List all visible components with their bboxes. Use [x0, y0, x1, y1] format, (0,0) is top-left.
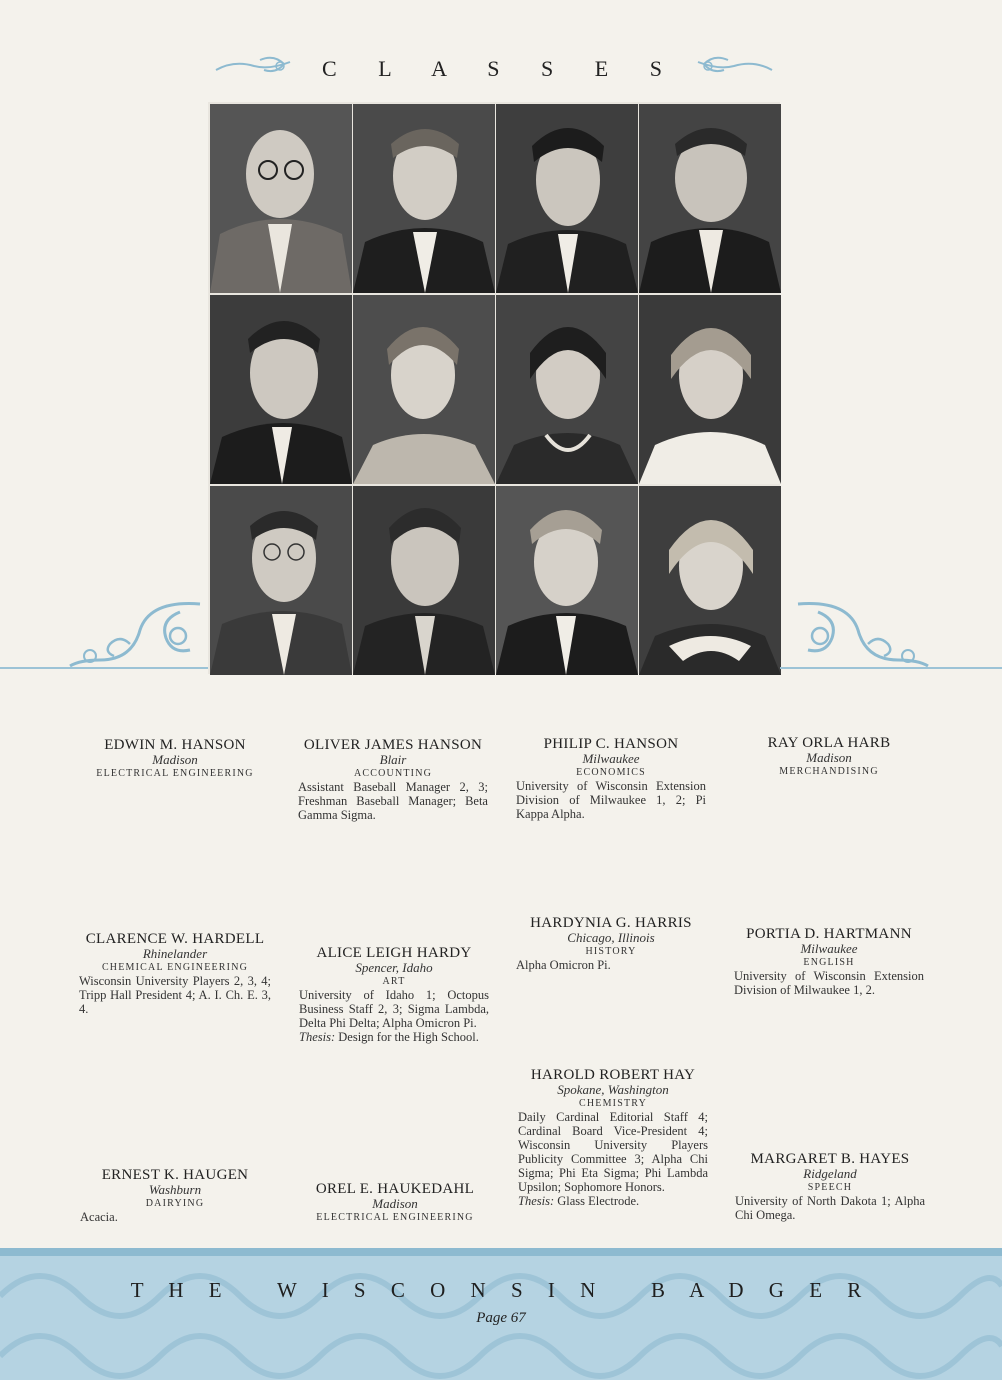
- student-entry: [734, 735, 924, 778]
- scroll-ornament-left-icon: [60, 600, 202, 675]
- student-entry: [299, 945, 489, 1044]
- student-hometown: Chicago, Illinois: [567, 930, 655, 945]
- student-name: PORTIA D. HARTMANN: [746, 926, 912, 942]
- scroll-ornament-right-icon: [796, 600, 938, 675]
- student-entry: [80, 737, 270, 780]
- portrait-photo: [639, 486, 781, 675]
- portrait-photo: [353, 486, 495, 675]
- student-name: OLIVER JAMES HANSON: [303, 737, 483, 753]
- portrait-photo: [210, 104, 352, 293]
- student-entry: [735, 1151, 925, 1222]
- student-name: PHILIP C. HANSON: [543, 736, 679, 752]
- portrait-photo: [210, 486, 352, 675]
- page-title: C L A S S E S: [322, 56, 680, 81]
- student-activities: Alpha Omicron Pi.: [516, 958, 611, 972]
- header-ornament-right-icon: [696, 56, 774, 81]
- student-activities: Acacia.: [80, 1210, 118, 1224]
- student-hometown: Madison: [806, 750, 852, 765]
- student-hometown: Madison: [372, 1196, 418, 1211]
- portrait-photo: [353, 104, 495, 293]
- student-major: ART: [382, 976, 406, 987]
- student-entry: [518, 1067, 708, 1208]
- portrait-photo: [639, 104, 781, 293]
- student-major: HISTORY: [585, 946, 637, 957]
- student-name: MARGARET B. HAYES: [750, 1151, 910, 1167]
- student-activities: University of North Dakota 1; Alpha Chi Omega.: [735, 1194, 925, 1222]
- portrait-photo: [210, 295, 352, 484]
- student-thesis: Thesis: Design for the High School.: [299, 1030, 479, 1044]
- student-major: DAIRYING: [145, 1198, 205, 1209]
- student-entry: [79, 931, 271, 1016]
- student-activities: University of Idaho 1; Octopus Business Staff 2, 3; Sigma Lambda, Delta Phi Delta; Alpha Omicron Pi.: [299, 988, 489, 1030]
- student-thesis: Thesis: Glass Electrode.: [518, 1194, 640, 1208]
- page-number: Page 67: [476, 1310, 526, 1326]
- student-name: HARDYNIA G. HARRIS: [530, 915, 692, 931]
- publication-title: T H E W I S C O N S I N B A D G E R: [130, 1278, 872, 1302]
- portrait-photo: [496, 104, 638, 293]
- student-major: CHEMISTRY: [578, 1098, 648, 1109]
- student-hometown: Ridgeland: [803, 1166, 857, 1181]
- portrait-photo: [496, 295, 638, 484]
- portrait-grid: [208, 102, 780, 674]
- student-activities: Daily Cardinal Editorial Staff 4; Cardinal Board Vice-President 4; Wisconsin University Players Publicity Committee 3; Alpha Chi Sigma; Phi Eta Sigma; Phi Lambda Upsilon; Sophomore Honors.: [518, 1110, 708, 1194]
- portrait-photo: [353, 295, 495, 484]
- footer-band: [0, 1248, 1002, 1256]
- student-activities: University of Wisconsin Extension Division of Milwaukee 1, 2; Pi Kappa Alpha.: [516, 779, 706, 821]
- student-entry: [80, 1167, 270, 1224]
- student-name: RAY ORLA HARB: [767, 735, 891, 751]
- student-major: ENGLISH: [803, 957, 855, 968]
- student-entry: [298, 737, 488, 822]
- student-hometown: Milwaukee: [582, 751, 640, 766]
- student-major: ACCOUNTING: [353, 768, 433, 779]
- student-entry: [300, 1181, 490, 1224]
- student-major: ELECTRICAL ENGINEERING: [316, 1212, 474, 1223]
- student-name: ALICE LEIGH HARDY: [316, 945, 472, 961]
- student-major: CHEMICAL ENGINEERING: [101, 962, 249, 973]
- student-hometown: Milwaukee: [800, 941, 858, 956]
- student-hometown: Madison: [152, 752, 198, 767]
- student-hometown: Spencer, Idaho: [355, 960, 433, 975]
- portrait-photo: [639, 295, 781, 484]
- student-entry: [734, 926, 924, 997]
- student-major: ECONOMICS: [576, 767, 646, 778]
- student-hometown: Blair: [379, 752, 407, 767]
- student-hometown: Spokane, Washington: [557, 1082, 669, 1097]
- student-entry: [516, 736, 706, 821]
- student-major: SPEECH: [807, 1182, 853, 1193]
- portrait-photo: [496, 486, 638, 675]
- student-name: OREL E. HAUKEDAHL: [315, 1181, 475, 1197]
- page-footer: [0, 1248, 1002, 1380]
- student-name: CLARENCE W. HARDELL: [85, 931, 265, 947]
- student-activities: Assistant Baseball Manager 2, 3; Freshman Baseball Manager; Beta Gamma Sigma.: [298, 780, 488, 822]
- student-major: ELECTRICAL ENGINEERING: [96, 768, 254, 779]
- student-name: HAROLD ROBERT HAY: [530, 1067, 696, 1083]
- student-activities: University of Wisconsin Extension Division of Milwaukee 1, 2.: [734, 969, 924, 997]
- student-entry: [516, 915, 706, 972]
- student-name: EDWIN M. HANSON: [104, 737, 246, 753]
- student-activities: Wisconsin University Players 2, 3, 4; Tripp Hall President 4; A. I. Ch. E. 3, 4.: [79, 974, 271, 1016]
- student-hometown: Rhinelander: [142, 946, 208, 961]
- student-hometown: Washburn: [148, 1182, 202, 1197]
- student-major: MERCHANDISING: [779, 766, 879, 777]
- student-name: ERNEST K. HAUGEN: [101, 1167, 249, 1183]
